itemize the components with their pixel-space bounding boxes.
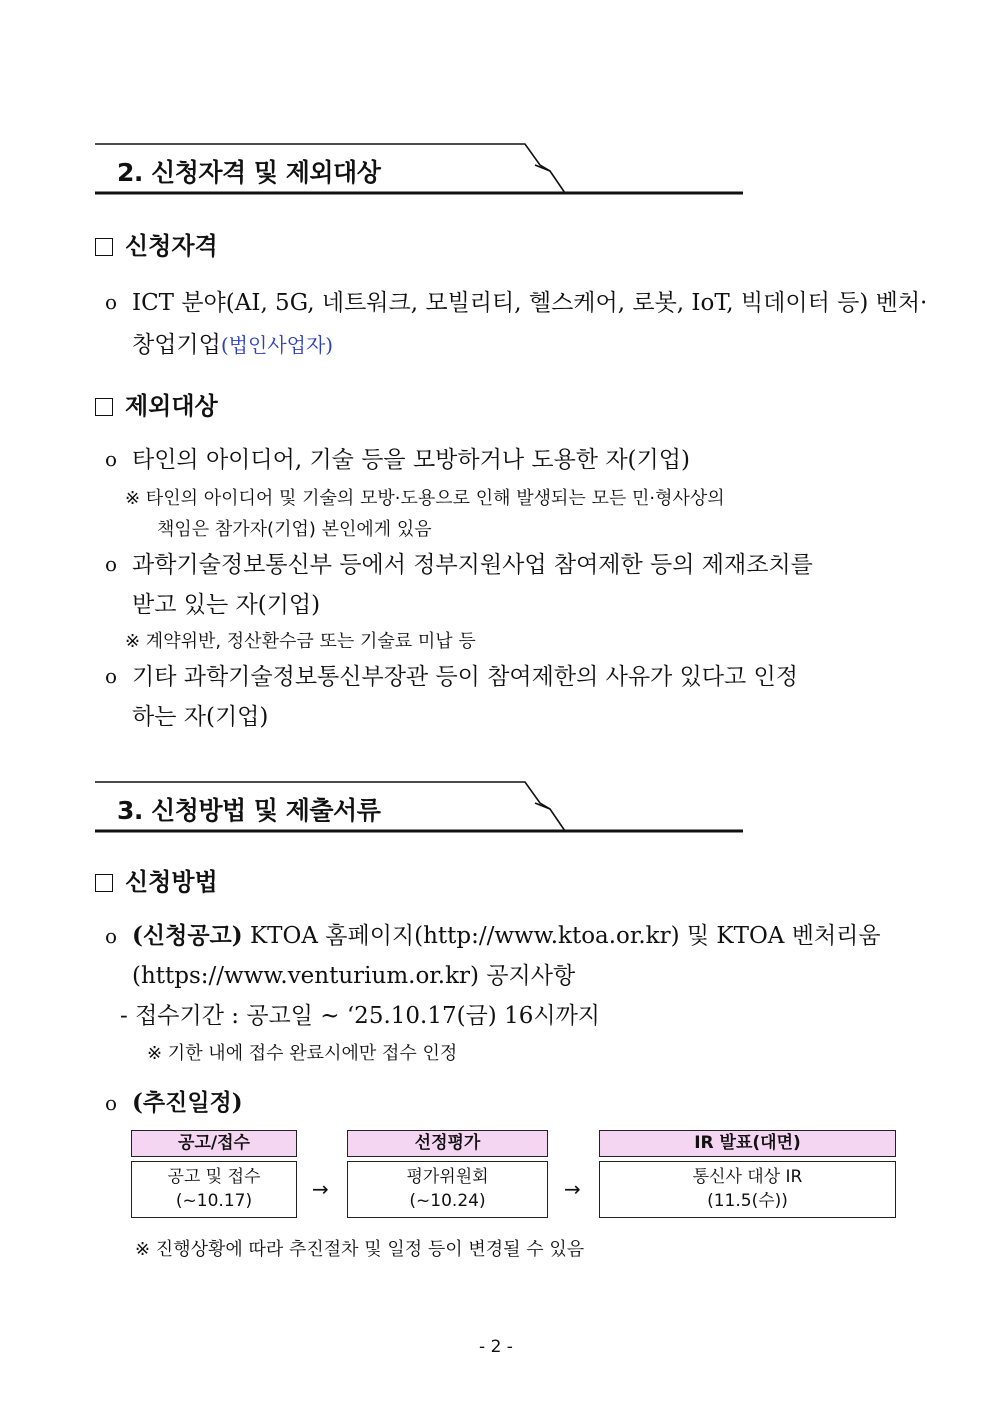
bullet-marker: o	[105, 664, 118, 688]
section-2-header	[95, 143, 743, 195]
schedule-step-1-line2: (~10.17)	[175, 1191, 253, 1211]
schedule-label: (추진일정)	[132, 1089, 243, 1116]
bullet-marker: o	[105, 290, 118, 314]
bullet-marker: o	[105, 1091, 118, 1115]
exclusion-item-2-line1: 과학기술정보통신부 등에서 정부지원사업 참여제한 등의 제재조치를	[132, 552, 813, 578]
checkbox-square-icon	[95, 874, 113, 892]
schedule-step-2-body	[347, 1161, 548, 1218]
exclusion-note-1-line1: ※ 타인의 아이디어 및 기술의 모방·도용으로 인해 발생되는 모든 민·형사상의	[125, 488, 725, 509]
schedule-note: ※ 진행상황에 따라 추진절차 및 일정 등이 변경될 수 있음	[135, 1239, 585, 1260]
exclusion-note-2: ※ 계약위반, 정산환수금 또는 기술료 미납 등	[125, 631, 476, 652]
notice-label: (신청공고)	[132, 922, 243, 949]
section-2-title: 2. 신청자격 및 제외대상	[117, 158, 381, 187]
exclusion-item-3-line2: 하는 자(기업)	[132, 704, 269, 730]
schedule-step-1-line1: 공고 및 접수	[167, 1167, 261, 1187]
notice-line2: (https://www.venturium.or.kr) 공지사항	[132, 963, 576, 989]
arrow-right-icon: →	[312, 1177, 329, 1201]
application-period: - 접수기간 : 공고일 ~ ‘25.10.17(금) 16시까지	[120, 1003, 601, 1029]
schedule-step-2-line1: 평가위원회	[406, 1167, 489, 1187]
exclusion-note-1-line2: 책임은 참가자(기업) 본인에게 있음	[157, 519, 432, 540]
schedule-step-3-line1: 통신사 대상 IR	[692, 1167, 803, 1187]
schedule-step-2-header: 선정평가	[347, 1130, 548, 1157]
eligibility-item-line1: ICT 분야(AI, 5G, 네트워크, 모빌리티, 헬스케어, 로봇, IoT, 빅데이터 등) 벤처·	[132, 290, 928, 316]
exclusion-item-2-line2: 받고 있는 자(기업)	[132, 592, 321, 618]
section-3-title: 3. 신청방법 및 제출서류	[117, 796, 381, 825]
schedule-step-2-line2: (~10.24)	[409, 1191, 486, 1211]
corporate-entity-note: (법인사업자)	[220, 333, 334, 357]
page-number: - 2 -	[479, 1337, 513, 1357]
notice-line1	[132, 917, 881, 950]
checkbox-square-icon	[95, 398, 113, 416]
exclusion-heading: 제외대상	[95, 386, 218, 421]
method-heading: 신청방법	[95, 862, 218, 897]
notice-text: KTOA 홈페이지(http://www.ktoa.or.kr) 및 KTOA 벤처리움	[242, 923, 881, 949]
schedule-step-1-header: 공고/접수	[131, 1130, 297, 1157]
checkbox-square-icon	[95, 238, 113, 256]
bullet-marker: o	[105, 447, 118, 471]
schedule-step-3-line2: (11.5(수))	[707, 1191, 788, 1211]
exclusion-item-1: 타인의 아이디어, 기술 등을 모방하거나 도용한 자(기업)	[132, 447, 690, 473]
eligibility-item-line2: 창업기업(법인사업자)	[132, 332, 334, 358]
exclusion-item-3-line1: 기타 과학기술정보통신부장관 등이 참여제한의 사유가 있다고 인정	[132, 664, 798, 690]
eligibility-heading: 신청자격	[95, 226, 218, 261]
bullet-marker: o	[105, 552, 118, 576]
period-note: ※ 기한 내에 접수 완료시에만 접수 인정	[147, 1043, 458, 1064]
bullet-marker: o	[105, 924, 118, 948]
schedule-step-3-body	[599, 1161, 896, 1218]
arrow-right-icon: →	[564, 1177, 581, 1201]
section-3-header	[95, 781, 743, 833]
schedule-step-3-header: IR 발표(대면)	[599, 1130, 896, 1157]
schedule-step-1-body	[131, 1161, 297, 1218]
